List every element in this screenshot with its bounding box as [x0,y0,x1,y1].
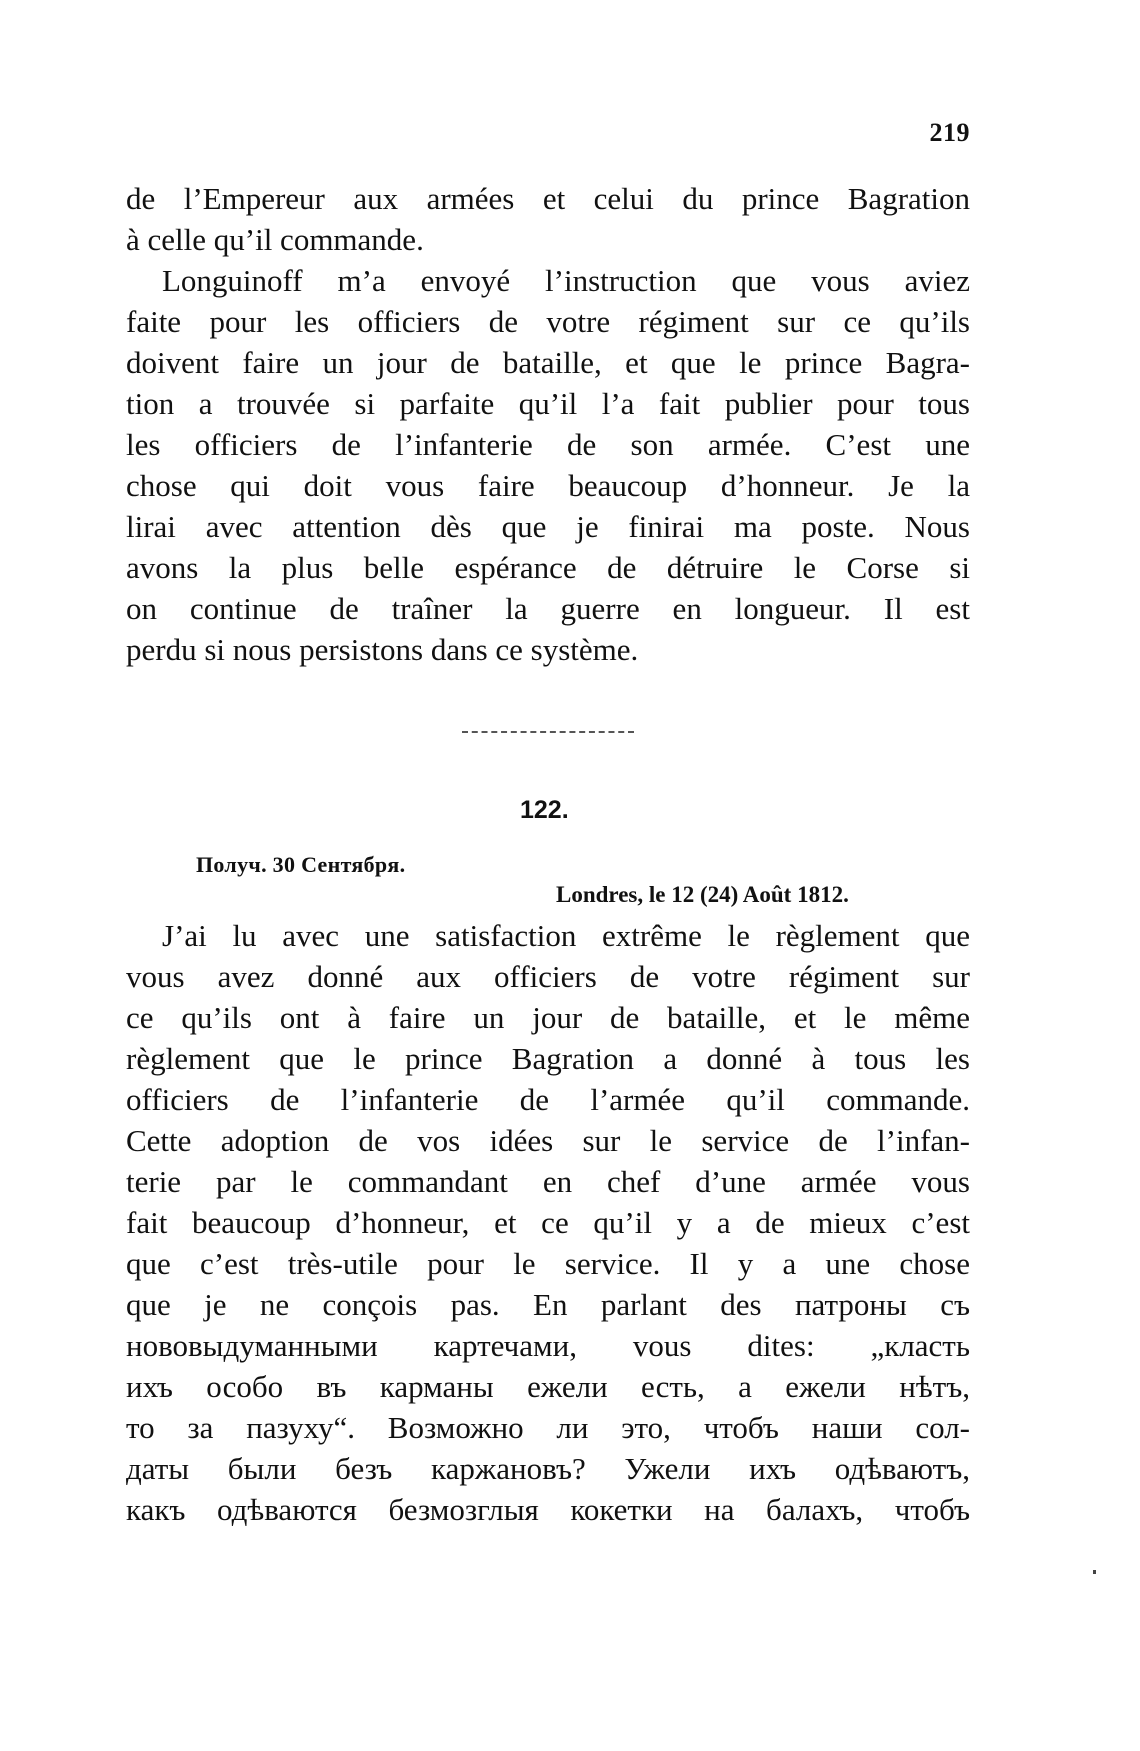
text-line: ce qu’ils ont à faire un jour de bataille, et le même [126,1000,970,1035]
section-divider [462,731,634,733]
text-line: que c’est très-utile pour le service. Il y a une chose [126,1246,970,1281]
text-line: J’ai lu avec une satisfaction extrême le règlement que [162,918,970,953]
text-line: règlement que le prince Bagration a donné à tous les [126,1041,970,1076]
text-line: perdu si nous persistons dans ce système. [126,632,639,667]
page-number: 219 [929,118,970,147]
text-line: lirai avec attention dès que je finirai ma poste. Nous [126,509,970,544]
text-line: on continue de traîner la guerre en longueur. Il est [126,591,970,626]
print-speck [1093,1570,1096,1574]
text-line: doivent faire un jour de bataille, et que le prince Bagra- [126,345,970,380]
letter-dateline: Londres, le 12 (24) Août 1812. [556,882,849,907]
text-line: то за пазуху“. Возможно ли это, чтобъ наши сол- [126,1410,970,1445]
received-note: Получ. 30 Сентября. [196,852,406,877]
text-line: даты были безъ каржановъ? Ужели ихъ одѣваютъ, [126,1451,970,1486]
text-line: какъ одѣваются безмозглыя кокетки на балахъ, чтобъ [126,1492,970,1527]
text-line: de l’Empereur aux armées et celui du prince Bagration [126,181,970,216]
text-line: нововыдуманными картечами, vous dites: „класть [126,1328,970,1363]
text-line: chose qui doit vous faire beaucoup d’honneur. Je la [126,468,970,503]
text-line: terie par le commandant en chef d’une armée vous [126,1164,970,1199]
text-line: avons la plus belle espérance de détruire le Corse si [126,550,970,585]
text-line: vous avez donné aux officiers de votre régiment sur [126,959,970,994]
text-line: ихъ особо въ карманы ежели есть, а ежели нѣтъ, [126,1369,970,1404]
continuation-text [126,178,970,670]
text-line: Longuinoff m’a envoyé l’instruction que vous aviez [162,263,970,298]
letter-number: 122. [520,796,569,824]
text-line: tion a trouvée si parfaite qu’il l’a fait publier pour tous [126,386,970,421]
text-line: Cette adoption de vos idées sur le service de l’infan- [126,1123,970,1158]
text-line: faite pour les officiers de votre régiment sur ce qu’ils [126,304,970,339]
text-line: à celle qu’il commande. [126,222,424,257]
text-line: que je ne conçois pas. En parlant des патроны съ [126,1287,970,1322]
text-line: fait beaucoup d’honneur, et ce qu’il y a de mieux c’est [126,1205,970,1240]
letter-body [126,915,970,1530]
text-line: les officiers de l’infanterie de son armée. C’est une [126,427,970,462]
text-line: officiers de l’infanterie de l’armée qu’il commande. [126,1082,970,1117]
